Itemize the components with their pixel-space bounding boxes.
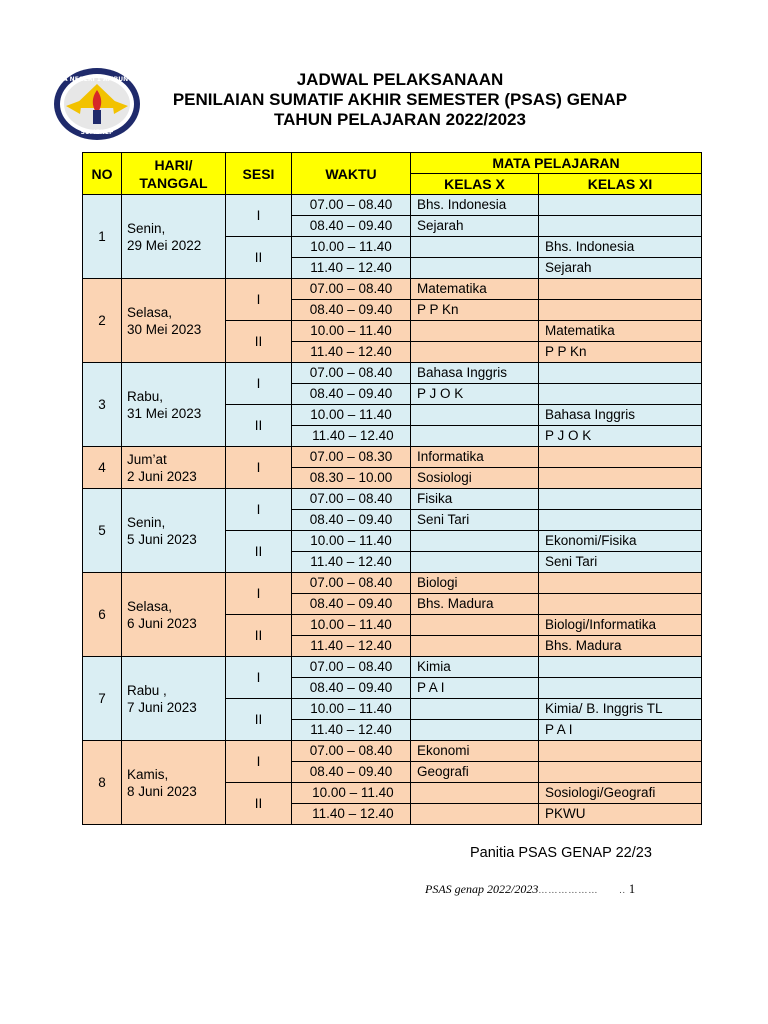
date: 6 Juni 2023 <box>127 615 197 631</box>
day-date-cell <box>122 363 226 447</box>
session-cell: II <box>226 531 292 573</box>
kelas-x-cell <box>411 636 539 657</box>
row-number: 8 <box>83 741 122 825</box>
table-row <box>83 195 702 216</box>
kelas-x-cell: Biologi <box>411 573 539 594</box>
kelas-xi-cell: Bahasa Inggris <box>539 405 702 426</box>
page-number: 1 <box>628 882 636 896</box>
kelas-xi-cell: Bhs. Madura <box>539 636 702 657</box>
kelas-x-cell <box>411 720 539 741</box>
session-cell: I <box>226 447 292 489</box>
header-waktu: WAKTU <box>292 153 411 195</box>
session-cell: II <box>226 615 292 657</box>
day-name: Senin, <box>127 220 166 236</box>
kelas-x-cell <box>411 321 539 342</box>
kelas-x-cell <box>411 783 539 804</box>
day-name: Selasa, <box>127 598 173 614</box>
time-cell: 11.40 – 12.40 <box>292 636 411 657</box>
date: 7 Juni 2023 <box>127 699 197 715</box>
date: 8 Juni 2023 <box>127 783 197 799</box>
kelas-x-cell <box>411 237 539 258</box>
footer-dots: ……………… <box>538 885 599 895</box>
kelas-xi-cell: Sejarah <box>539 258 702 279</box>
kelas-xi-cell <box>539 279 702 300</box>
row-number: 6 <box>83 573 122 657</box>
day-name: Rabu , <box>127 682 167 698</box>
row-number: 7 <box>83 657 122 741</box>
session-cell: I <box>226 573 292 615</box>
time-cell: 07.00 – 08.30 <box>292 447 411 468</box>
time-cell: 10.00 – 11.40 <box>292 237 411 258</box>
day-date-cell <box>122 195 226 279</box>
kelas-x-cell: Sejarah <box>411 216 539 237</box>
time-cell: 10.00 – 11.40 <box>292 783 411 804</box>
session-cell: II <box>226 405 292 447</box>
day-date-cell <box>122 489 226 573</box>
header-mata-pelajaran: MATA PELAJARAN <box>411 153 702 174</box>
kelas-xi-cell <box>539 300 702 321</box>
kelas-xi-cell: PKWU <box>539 804 702 825</box>
day-date-cell <box>122 573 226 657</box>
time-cell: 11.40 – 12.40 <box>292 258 411 279</box>
time-cell: 08.40 – 09.40 <box>292 762 411 783</box>
session-cell: II <box>226 699 292 741</box>
kelas-x-cell: P J O K <box>411 384 539 405</box>
time-cell: 07.00 – 08.40 <box>292 489 411 510</box>
session-cell: II <box>226 237 292 279</box>
kelas-x-cell: Bahasa Inggris <box>411 363 539 384</box>
kelas-xi-cell <box>539 573 702 594</box>
day-name: Jum’at <box>127 451 167 467</box>
kelas-xi-cell <box>539 510 702 531</box>
time-cell: 08.40 – 09.40 <box>292 216 411 237</box>
time-cell: 10.00 – 11.40 <box>292 531 411 552</box>
schedule-table <box>82 152 702 825</box>
header-hari: HARI/ <box>154 156 193 173</box>
kelas-x-cell: Bhs. Indonesia <box>411 195 539 216</box>
day-name: Senin, <box>127 514 166 530</box>
time-cell: 11.40 – 12.40 <box>292 720 411 741</box>
header-tanggal: TANGGAL <box>139 174 208 191</box>
time-cell: 10.00 – 11.40 <box>292 699 411 720</box>
kelas-x-cell <box>411 615 539 636</box>
kelas-xi-cell: P P Kn <box>539 342 702 363</box>
kelas-x-cell <box>411 531 539 552</box>
kelas-xi-cell <box>539 489 702 510</box>
row-number: 3 <box>83 363 122 447</box>
logo-top-text: SMA NEGERI 1 AMBUNTEN <box>52 76 142 83</box>
kelas-x-cell: Fisika <box>411 489 539 510</box>
session-cell: I <box>226 279 292 321</box>
time-cell: 08.40 – 09.40 <box>292 594 411 615</box>
day-date-cell <box>122 741 226 825</box>
title-line-2: PENILAIAN SUMATIF AKHIR SEMESTER (PSAS) GENAP <box>172 90 628 109</box>
session-cell: I <box>226 489 292 531</box>
table-row <box>83 489 702 510</box>
row-number: 5 <box>83 489 122 573</box>
kelas-x-cell: Informatika <box>411 447 539 468</box>
session-cell: I <box>226 657 292 699</box>
kelas-x-cell <box>411 426 539 447</box>
time-cell: 11.40 – 12.40 <box>292 342 411 363</box>
time-cell: 10.00 – 11.40 <box>292 405 411 426</box>
day-name: Selasa, <box>127 304 173 320</box>
row-number: 4 <box>83 447 122 489</box>
header-no: NO <box>83 153 122 195</box>
title-line-1: JADWAL PELAKSANAAN <box>296 70 504 89</box>
kelas-xi-cell: Sosiologi/Geografi <box>539 783 702 804</box>
kelas-x-cell: Geografi <box>411 762 539 783</box>
document-title <box>120 70 680 130</box>
kelas-x-cell: Seni Tari <box>411 510 539 531</box>
session-cell: II <box>226 321 292 363</box>
kelas-x-cell <box>411 342 539 363</box>
kelas-xi-cell <box>539 594 702 615</box>
kelas-x-cell <box>411 699 539 720</box>
time-cell: 07.00 – 08.40 <box>292 741 411 762</box>
kelas-x-cell <box>411 258 539 279</box>
kelas-x-cell: Bhs. Madura <box>411 594 539 615</box>
day-date-cell <box>122 657 226 741</box>
date: 2 Juni 2023 <box>127 468 197 484</box>
kelas-xi-cell <box>539 762 702 783</box>
time-cell: 08.40 – 09.40 <box>292 510 411 531</box>
date: 29 Mei 2022 <box>127 237 202 253</box>
time-cell: 11.40 – 12.40 <box>292 552 411 573</box>
kelas-xi-cell: Ekonomi/Fisika <box>539 531 702 552</box>
time-cell: 08.40 – 09.40 <box>292 384 411 405</box>
header-kelas-x: KELAS X <box>411 174 539 195</box>
kelas-xi-cell <box>539 447 702 468</box>
kelas-x-cell: Kimia <box>411 657 539 678</box>
day-name: Rabu, <box>127 388 164 404</box>
kelas-xi-cell <box>539 363 702 384</box>
kelas-x-cell: P P Kn <box>411 300 539 321</box>
kelas-xi-cell: Seni Tari <box>539 552 702 573</box>
session-cell: I <box>226 741 292 783</box>
kelas-xi-cell <box>539 741 702 762</box>
table-row <box>83 279 702 300</box>
committee-signature: Panitia PSAS GENAP 22/23 <box>470 845 652 861</box>
kelas-xi-cell <box>539 384 702 405</box>
kelas-x-cell <box>411 552 539 573</box>
title-line-3: TAHUN PELAJARAN 2022/2023 <box>274 110 526 129</box>
page-footer <box>425 882 635 897</box>
session-cell: I <box>226 363 292 405</box>
kelas-x-cell: Ekonomi <box>411 741 539 762</box>
kelas-x-cell: P A I <box>411 678 539 699</box>
header-sesi: SESI <box>226 153 292 195</box>
kelas-xi-cell: Biologi/Informatika <box>539 615 702 636</box>
kelas-xi-cell: P A I <box>539 720 702 741</box>
table-row <box>83 573 702 594</box>
day-name: Kamis, <box>127 766 169 782</box>
table-row <box>83 657 702 678</box>
day-date-cell <box>122 447 226 489</box>
time-cell: 10.00 – 11.40 <box>292 615 411 636</box>
kelas-x-cell: Matematika <box>411 279 539 300</box>
session-cell: I <box>226 195 292 237</box>
time-cell: 08.30 – 10.00 <box>292 468 411 489</box>
day-date-cell <box>122 279 226 363</box>
kelas-xi-cell <box>539 678 702 699</box>
logo-bottom-text: SUMENEP <box>80 129 114 136</box>
footer-text: PSAS genap 2022/2023 <box>425 882 539 896</box>
time-cell: 07.00 – 08.40 <box>292 573 411 594</box>
time-cell: 07.00 – 08.40 <box>292 279 411 300</box>
time-cell: 07.00 – 08.40 <box>292 363 411 384</box>
time-cell: 07.00 – 08.40 <box>292 195 411 216</box>
kelas-xi-cell: Matematika <box>539 321 702 342</box>
date: 31 Mei 2023 <box>127 405 202 421</box>
table-row <box>83 447 702 468</box>
time-cell: 07.00 – 08.40 <box>292 657 411 678</box>
kelas-xi-cell: Bhs. Indonesia <box>539 237 702 258</box>
time-cell: 08.40 – 09.40 <box>292 678 411 699</box>
kelas-xi-cell <box>539 468 702 489</box>
time-cell: 11.40 – 12.40 <box>292 426 411 447</box>
kelas-x-cell <box>411 804 539 825</box>
kelas-xi-cell <box>539 195 702 216</box>
schedule-body <box>83 195 702 825</box>
kelas-xi-cell <box>539 216 702 237</box>
session-cell: II <box>226 783 292 825</box>
table-row <box>83 741 702 762</box>
kelas-xi-cell: P J O K <box>539 426 702 447</box>
row-number: 1 <box>83 195 122 279</box>
time-cell: 10.00 – 11.40 <box>292 321 411 342</box>
kelas-x-cell <box>411 405 539 426</box>
header-kelas-xi: KELAS XI <box>539 174 702 195</box>
date: 5 Juni 2023 <box>127 531 197 547</box>
kelas-xi-cell: Kimia/ B. Inggris TL <box>539 699 702 720</box>
time-cell: 08.40 – 09.40 <box>292 300 411 321</box>
table-row <box>83 363 702 384</box>
kelas-x-cell: Sosiologi <box>411 468 539 489</box>
time-cell: 11.40 – 12.40 <box>292 804 411 825</box>
footer-dots-2: .. <box>619 885 626 895</box>
row-number: 2 <box>83 279 122 363</box>
header-hari-tanggal <box>122 153 226 195</box>
date: 30 Mei 2023 <box>127 321 202 337</box>
kelas-xi-cell <box>539 657 702 678</box>
